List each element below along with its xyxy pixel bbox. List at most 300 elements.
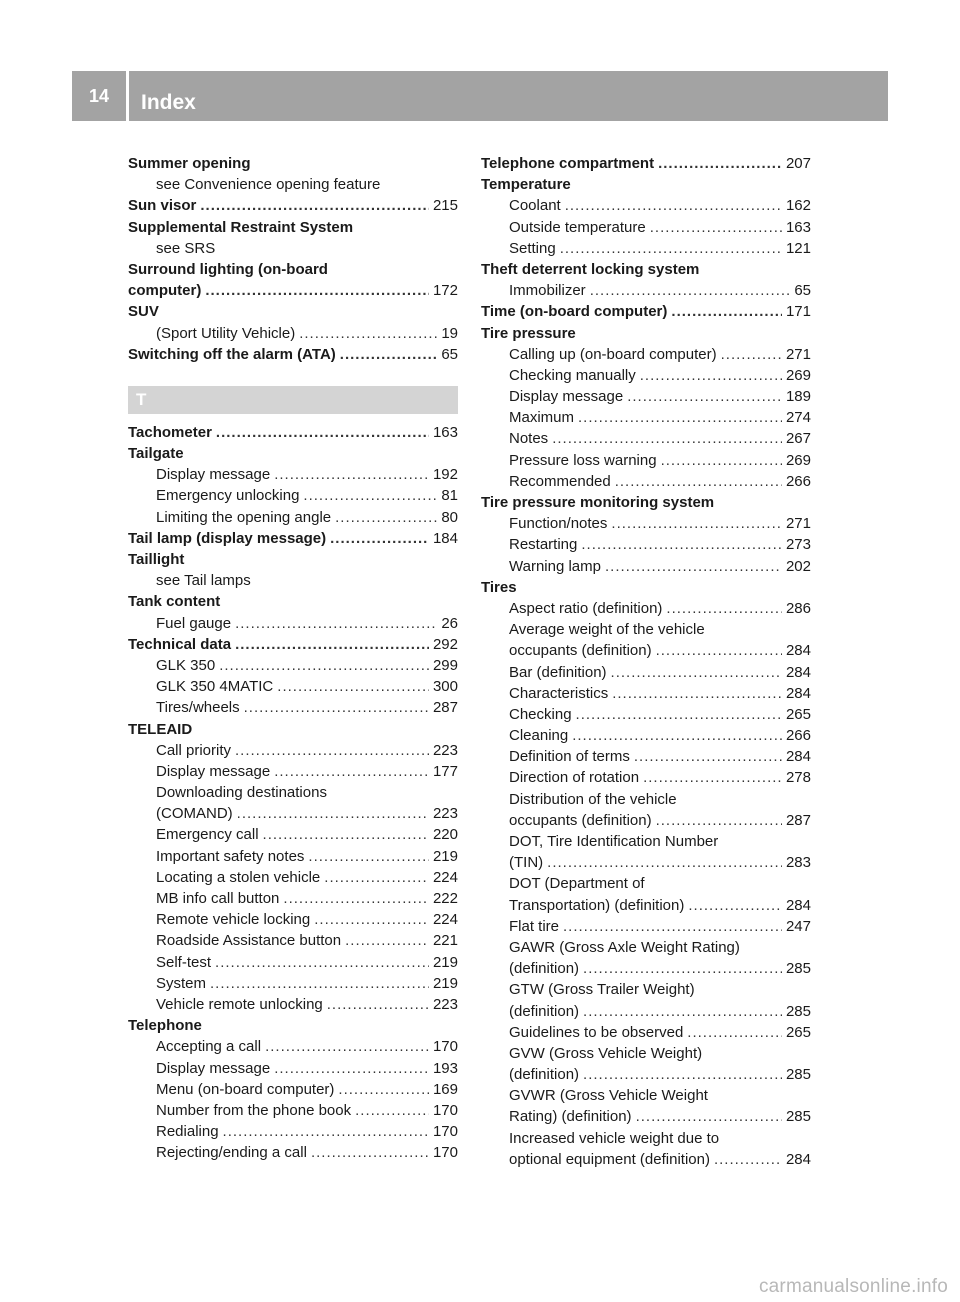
dot-leader xyxy=(666,598,782,619)
entry-text: Aspect ratio (definition) xyxy=(509,599,663,617)
index-subentry xyxy=(481,1128,811,1149)
index-entry xyxy=(128,344,458,365)
index-subentry xyxy=(481,386,811,407)
dot-leader xyxy=(338,1079,429,1100)
entry-text: Switching off the alarm (ATA) xyxy=(128,345,336,363)
dot-leader xyxy=(552,428,782,449)
index-subentry xyxy=(481,238,811,259)
entry-text: Tachometer xyxy=(128,423,212,441)
index-subentry xyxy=(128,1100,458,1121)
section-letter-heading: T xyxy=(128,386,458,414)
entry-text: Maximum xyxy=(509,409,575,427)
dot-leader xyxy=(263,824,429,845)
page-reference: 269 xyxy=(785,451,811,469)
dot-leader xyxy=(563,916,782,937)
page-reference: 266 xyxy=(785,472,811,490)
dot-leader xyxy=(265,1036,429,1057)
index-entry xyxy=(481,323,811,344)
dot-leader xyxy=(611,662,782,683)
dot-leader xyxy=(330,528,429,549)
page-reference: 171 xyxy=(785,303,811,321)
index-subentry xyxy=(481,344,811,365)
dot-leader xyxy=(650,217,782,238)
dot-leader xyxy=(643,767,782,788)
entry-text: Downloading destinations xyxy=(156,784,327,802)
entry-text: Surround lighting (on-board xyxy=(128,260,328,278)
index-subentry xyxy=(481,1001,811,1022)
dot-leader xyxy=(578,407,782,428)
entry-text: Limiting the opening angle xyxy=(156,508,332,526)
index-subentry xyxy=(481,450,811,471)
dot-leader xyxy=(200,195,429,216)
entry-text: SUV xyxy=(128,303,159,321)
entry-text: occupants (definition) xyxy=(509,642,652,660)
entry-text: Locating a stolen vehicle xyxy=(156,868,321,886)
entry-text: Temperature xyxy=(481,176,571,194)
index-entry xyxy=(128,1015,458,1036)
index-subentry xyxy=(128,1121,458,1142)
entry-text: Rejecting/ending a call xyxy=(156,1144,307,1162)
dot-leader xyxy=(572,725,782,746)
entry-text: Tailgate xyxy=(128,445,184,463)
index-subentry xyxy=(481,280,811,301)
dot-leader xyxy=(714,1149,782,1170)
page-reference: 193 xyxy=(432,1059,458,1077)
index-subentry xyxy=(128,485,458,506)
page-reference: 287 xyxy=(432,699,458,717)
page-reference: 65 xyxy=(441,345,458,363)
page-reference: 81 xyxy=(441,487,458,505)
dot-leader xyxy=(219,655,429,676)
page-reference: 224 xyxy=(432,868,458,886)
entry-text: DOT, Tire Identification Number xyxy=(509,833,719,850)
entry-text: (COMAND) xyxy=(156,805,233,823)
dot-leader xyxy=(583,1001,782,1022)
entry-text: Definition of terms xyxy=(509,748,630,766)
entry-text: Fuel gauge xyxy=(156,614,232,632)
index-subentry xyxy=(481,428,811,449)
page-reference: 269 xyxy=(785,366,811,384)
index-subentry xyxy=(128,1058,458,1079)
page-reference: 19 xyxy=(441,324,458,342)
index-subentry xyxy=(481,619,811,640)
index-subentry xyxy=(128,803,458,824)
dot-leader xyxy=(658,153,782,174)
entry-text: Technical data xyxy=(128,635,232,653)
entry-text: Warning lamp xyxy=(509,557,601,575)
index-subentry xyxy=(481,683,811,704)
dot-leader xyxy=(721,344,782,365)
page-reference: 223 xyxy=(432,995,458,1013)
entry-text: Tire pressure monitoring system xyxy=(481,494,715,511)
entry-text: GLK 350 xyxy=(156,656,216,674)
index-subentry xyxy=(128,174,458,195)
page-reference: 207 xyxy=(785,155,811,172)
index-subentry xyxy=(128,761,458,782)
page-reference: 65 xyxy=(794,282,811,300)
page-reference: 219 xyxy=(432,847,458,865)
entry-text: (definition) xyxy=(509,1002,580,1020)
index-subentry xyxy=(481,895,811,916)
dot-leader xyxy=(605,556,782,577)
entry-text: Checking manually xyxy=(509,366,636,384)
page-reference: 266 xyxy=(785,727,811,745)
dot-leader xyxy=(274,761,429,782)
index-subentry xyxy=(481,195,811,216)
entry-text: Bar (definition) xyxy=(509,663,607,681)
header-divider xyxy=(126,71,129,121)
index-subentry xyxy=(128,323,458,344)
page-reference: 219 xyxy=(432,974,458,992)
index-subentry xyxy=(481,873,811,894)
page-title: Index xyxy=(141,91,196,114)
page-reference: 265 xyxy=(785,1023,811,1041)
page-number: 14 xyxy=(88,86,110,106)
entry-text: Flat tire xyxy=(509,917,560,935)
index-subentry xyxy=(481,1106,811,1127)
index-subentry xyxy=(128,697,458,718)
index-subentry xyxy=(481,810,811,831)
page-reference: 163 xyxy=(785,218,811,236)
dot-leader xyxy=(581,534,782,555)
page-reference: 274 xyxy=(785,409,811,427)
dot-leader xyxy=(235,740,429,761)
entry-text: see SRS xyxy=(156,239,216,257)
entry-text: Sun visor xyxy=(128,197,197,215)
page-reference: 284 xyxy=(785,642,811,660)
page-reference: 170 xyxy=(432,1038,458,1056)
page-reference: 286 xyxy=(785,599,811,617)
index-subentry xyxy=(481,640,811,661)
index-subentry xyxy=(481,662,811,683)
entry-text: Tail lamp (display message) xyxy=(128,529,327,547)
dot-leader xyxy=(671,301,782,322)
entry-text: Time (on-board computer) xyxy=(481,303,668,321)
entry-text: DOT (Department of xyxy=(509,875,645,893)
index-subentry xyxy=(128,1079,458,1100)
page-reference: 121 xyxy=(785,239,811,257)
dot-leader xyxy=(274,1058,429,1079)
entry-text: Roadside Assistance button xyxy=(156,932,342,950)
entry-text: Cleaning xyxy=(509,727,569,745)
index-entry xyxy=(481,153,811,174)
entry-text: Display message xyxy=(156,762,271,780)
dot-leader xyxy=(210,973,429,994)
page-reference: 292 xyxy=(432,635,458,653)
index-subentry xyxy=(481,704,811,725)
entry-text: Tires/wheels xyxy=(156,699,240,717)
entry-text: Setting xyxy=(509,239,556,257)
index-subentry xyxy=(128,1036,458,1057)
index-subentry xyxy=(481,1022,811,1043)
index-subentry xyxy=(481,217,811,238)
index-subentry xyxy=(481,598,811,619)
page-reference: 284 xyxy=(785,1150,811,1168)
dot-leader xyxy=(237,803,429,824)
page-reference: 223 xyxy=(432,741,458,759)
page-reference: 170 xyxy=(432,1144,458,1162)
index-entry xyxy=(128,719,458,740)
entry-text: Redialing xyxy=(156,1123,219,1141)
page-reference: 300 xyxy=(432,678,458,696)
entry-text: Tank content xyxy=(128,593,221,611)
dot-leader xyxy=(627,386,782,407)
entry-text: computer) xyxy=(128,282,202,300)
index-subentry xyxy=(128,507,458,528)
index-subentry xyxy=(128,973,458,994)
index-entry xyxy=(128,195,458,216)
entry-text: Supplemental Restraint System xyxy=(128,218,354,236)
index-entry xyxy=(128,280,458,301)
index-subentry xyxy=(481,407,811,428)
dot-leader xyxy=(590,280,791,301)
page-reference: 222 xyxy=(432,890,458,907)
page-reference: 80 xyxy=(441,508,458,526)
index-entry xyxy=(128,591,458,612)
entry-text: Checking xyxy=(509,705,572,723)
page-reference: 299 xyxy=(432,656,458,674)
index-column-right xyxy=(481,153,811,1170)
page-reference: 285 xyxy=(785,1002,811,1020)
index-subentry xyxy=(481,1085,811,1106)
dot-leader xyxy=(324,867,429,888)
entry-text: Guidelines to be observed xyxy=(509,1023,684,1041)
index-subentry xyxy=(128,909,458,930)
page-reference: 271 xyxy=(785,515,811,533)
dot-leader xyxy=(656,640,782,661)
index-entry xyxy=(128,549,458,570)
entry-text: Remote vehicle locking xyxy=(156,911,311,929)
entry-text: Increased vehicle weight due to xyxy=(509,1129,720,1147)
page-reference: 223 xyxy=(432,805,458,823)
entry-text: optional equipment (definition) xyxy=(509,1150,710,1168)
entry-text: Tire pressure xyxy=(481,324,576,342)
page-reference: 271 xyxy=(785,345,811,363)
dot-leader xyxy=(311,1142,429,1163)
entry-text: Telephone compartment xyxy=(481,155,655,172)
entry-text: see Tail lamps xyxy=(156,572,251,590)
entry-text: TELEAID xyxy=(128,720,193,738)
index-subentry xyxy=(481,365,811,386)
page-reference: 285 xyxy=(785,1108,811,1126)
entry-text: Accepting a call xyxy=(156,1038,262,1056)
dot-leader xyxy=(583,1064,782,1085)
dot-leader xyxy=(283,888,429,909)
entry-text: MB info call button xyxy=(156,890,280,907)
dot-leader xyxy=(235,634,429,655)
entry-text: Emergency call xyxy=(156,826,259,844)
page-reference: 278 xyxy=(785,769,811,787)
dot-leader xyxy=(576,704,782,725)
page-reference: 170 xyxy=(432,1123,458,1141)
dot-leader xyxy=(340,344,438,365)
entry-text: System xyxy=(156,974,207,992)
index-subentry xyxy=(128,740,458,761)
entry-text: Number from the phone book xyxy=(156,1101,352,1119)
dot-leader xyxy=(640,365,782,386)
index-subentry xyxy=(128,613,458,634)
index-subentry xyxy=(128,464,458,485)
entry-text: Function/notes xyxy=(509,515,608,533)
index-subentry xyxy=(128,867,458,888)
index-subentry xyxy=(481,1149,811,1170)
entry-text: Menu (on-board computer) xyxy=(156,1080,335,1098)
page-reference: 220 xyxy=(432,826,458,844)
page-reference: 26 xyxy=(441,614,458,632)
page-reference: 221 xyxy=(432,932,458,950)
index-column-left xyxy=(128,153,458,1163)
entry-text: (definition) xyxy=(509,960,580,978)
index-entry xyxy=(481,577,811,598)
index-entry xyxy=(481,301,811,322)
index-entry xyxy=(481,259,811,280)
index-subentry xyxy=(128,888,458,909)
page-reference: 184 xyxy=(432,529,458,547)
dot-leader xyxy=(547,852,782,873)
entry-text: Direction of rotation xyxy=(509,769,640,787)
index-subentry xyxy=(481,852,811,873)
index-subentry xyxy=(128,994,458,1015)
page-reference: 283 xyxy=(785,854,811,872)
entry-text: occupants (definition) xyxy=(509,811,652,829)
dot-leader xyxy=(565,195,782,216)
entry-text: Display message xyxy=(156,1059,271,1077)
page-reference: 273 xyxy=(785,536,811,554)
dot-leader xyxy=(687,1022,782,1043)
page-reference: 224 xyxy=(432,911,458,929)
dot-leader xyxy=(205,280,429,301)
index-subentry xyxy=(481,937,811,958)
entry-text: Tires xyxy=(481,578,517,596)
dot-leader xyxy=(345,930,429,951)
entry-text: Restarting xyxy=(509,536,578,554)
page-reference: 189 xyxy=(785,388,811,406)
entry-text: Pressure loss warning xyxy=(509,451,657,469)
index-subentry xyxy=(128,238,458,259)
entry-text: Average weight of the vehicle xyxy=(509,621,705,639)
index-entry xyxy=(128,422,458,443)
page-reference: 267 xyxy=(785,430,811,448)
entry-text: Summer opening xyxy=(128,155,251,172)
index-subentry xyxy=(481,534,811,555)
index-subentry xyxy=(481,958,811,979)
dot-leader xyxy=(216,422,429,443)
dot-leader xyxy=(274,464,429,485)
dot-leader xyxy=(634,746,782,767)
page-reference: 162 xyxy=(785,197,811,215)
page-reference: 284 xyxy=(785,896,811,914)
index-subentry xyxy=(128,1142,458,1163)
entry-text: Self-test xyxy=(156,953,212,971)
entry-text: GVWR (Gross Vehicle Weight xyxy=(509,1087,708,1105)
dot-leader xyxy=(327,994,429,1015)
entry-text: Important safety notes xyxy=(156,847,305,865)
entry-text: Rating) (definition) xyxy=(509,1108,632,1126)
dot-leader xyxy=(303,485,437,506)
index-subentry xyxy=(481,513,811,534)
dot-leader xyxy=(244,697,429,718)
index-subentry xyxy=(481,767,811,788)
entry-text: (definition) xyxy=(509,1066,580,1084)
entry-text: Outside temperature xyxy=(509,218,646,236)
dot-leader xyxy=(636,1106,782,1127)
entry-text: (TIN) xyxy=(509,854,544,872)
entry-text: Recommended xyxy=(509,472,611,490)
entry-text: Vehicle remote unlocking xyxy=(156,995,323,1013)
index-subentry xyxy=(128,570,458,591)
dot-leader xyxy=(688,895,782,916)
dot-leader xyxy=(615,471,782,492)
dot-leader xyxy=(612,683,782,704)
page-reference: 163 xyxy=(432,423,458,441)
page-reference: 265 xyxy=(785,705,811,723)
dot-leader xyxy=(335,507,437,528)
entry-text: Notes xyxy=(509,430,549,448)
page-reference: 285 xyxy=(785,1066,811,1084)
index-subentry xyxy=(128,930,458,951)
entry-text: Display message xyxy=(156,466,271,484)
entry-text: Emergency unlocking xyxy=(156,487,300,505)
index-subentry xyxy=(481,746,811,767)
page-reference: 287 xyxy=(785,811,811,829)
page-reference: 177 xyxy=(432,762,458,780)
entry-text: Calling up (on-board computer) xyxy=(509,345,717,363)
entry-text: GAWR (Gross Axle Weight Rating) xyxy=(509,938,740,956)
page-reference: 215 xyxy=(432,197,458,215)
index-subentry xyxy=(481,979,811,1000)
index-entry xyxy=(128,259,458,280)
index-subentry xyxy=(481,725,811,746)
dot-leader xyxy=(560,238,782,259)
page-reference: 284 xyxy=(785,684,811,702)
index-subentry xyxy=(128,846,458,867)
watermark: carmanualsonline.info xyxy=(758,1276,948,1297)
index-subentry xyxy=(481,1064,811,1085)
page-reference: 219 xyxy=(432,953,458,971)
dot-leader xyxy=(235,613,437,634)
index-entry xyxy=(128,153,458,174)
page-reference: 172 xyxy=(432,282,458,300)
entry-text: Taillight xyxy=(128,551,185,568)
entry-text: Telephone xyxy=(128,1017,202,1035)
index-subentry xyxy=(481,831,811,852)
dot-leader xyxy=(314,909,429,930)
entry-text: Characteristics xyxy=(509,684,609,702)
page-reference: 170 xyxy=(432,1101,458,1119)
index-entry xyxy=(481,174,811,195)
dot-leader xyxy=(661,450,782,471)
entry-text: Call priority xyxy=(156,741,232,759)
entry-text: Theft deterrent locking system xyxy=(481,260,700,278)
page-reference: 285 xyxy=(785,960,811,978)
entry-text: Coolant xyxy=(509,197,561,215)
dot-leader xyxy=(583,958,782,979)
index-subentry xyxy=(128,676,458,697)
index-subentry xyxy=(481,1043,811,1064)
index-entry xyxy=(128,301,458,322)
entry-text: Immobilizer xyxy=(509,282,586,300)
index-subentry xyxy=(128,824,458,845)
page-reference: 169 xyxy=(432,1080,458,1098)
dot-leader xyxy=(277,676,429,697)
index-subentry xyxy=(128,952,458,973)
index-subentry xyxy=(128,655,458,676)
dot-leader xyxy=(223,1121,429,1142)
index-entry xyxy=(128,528,458,549)
index-subentry xyxy=(481,789,811,810)
entry-text: Distribution of the vehicle xyxy=(509,790,677,808)
entry-text: Display message xyxy=(509,388,624,406)
